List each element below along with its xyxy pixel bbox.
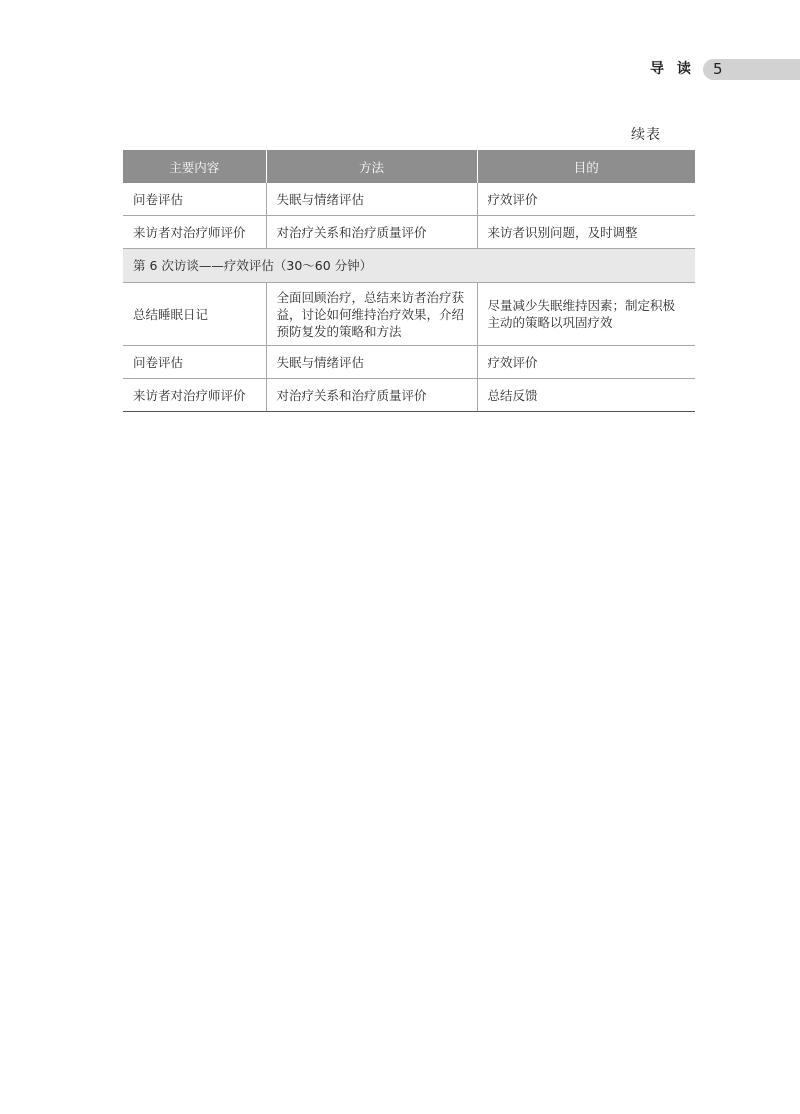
table-row: [123, 183, 695, 216]
table-cell-content: 来访者对治疗师评价: [123, 216, 266, 249]
table-row: [123, 379, 695, 412]
interview-plan-table: [123, 150, 695, 412]
table-row: [123, 216, 695, 249]
table-cell-content: 总结睡眠日记: [123, 283, 266, 346]
header-method: 方法: [266, 150, 477, 183]
table-cell-purpose: 疗效评价: [477, 183, 695, 216]
table-cell-purpose: 疗效评价: [477, 346, 695, 379]
table-cell-content: 来访者对治疗师评价: [123, 379, 266, 412]
section-title: 第 6 次访谈——疗效评估（30～60 分钟）: [123, 249, 695, 283]
table-cell-method: 对治疗关系和治疗质量评价: [266, 379, 477, 412]
section-header-row: [123, 249, 695, 283]
table-cell-content: 问卷评估: [123, 346, 266, 379]
table-cell-method: 失眠与情绪评估: [266, 183, 477, 216]
table-cell-purpose: 总结反馈: [477, 379, 695, 412]
table-cell-method: 全面回顾治疗，总结来访者治疗获益，讨论如何维持治疗效果，介绍预防复发的策略和方法: [266, 283, 477, 346]
table-cell-content: 问卷评估: [123, 183, 266, 216]
table-row: [123, 283, 695, 346]
table-header-row: [123, 150, 695, 183]
table-cell-method: 失眠与情绪评估: [266, 346, 477, 379]
header-purpose: 目的: [477, 150, 695, 183]
table-cell-purpose: 来访者识别问题，及时调整: [477, 216, 695, 249]
page-number-tab: [703, 59, 800, 80]
page-number: 5: [713, 60, 723, 78]
header-main-content: 主要内容: [123, 150, 266, 183]
table-cell-purpose: 尽量减少失眠维持因素；制定积极主动的策略以巩固疗效: [477, 283, 695, 346]
table-row: [123, 346, 695, 379]
table-cell-method: 对治疗关系和治疗质量评价: [266, 216, 477, 249]
continued-table-label: 续表: [631, 127, 661, 143]
running-head-title: 导 读: [650, 61, 695, 77]
